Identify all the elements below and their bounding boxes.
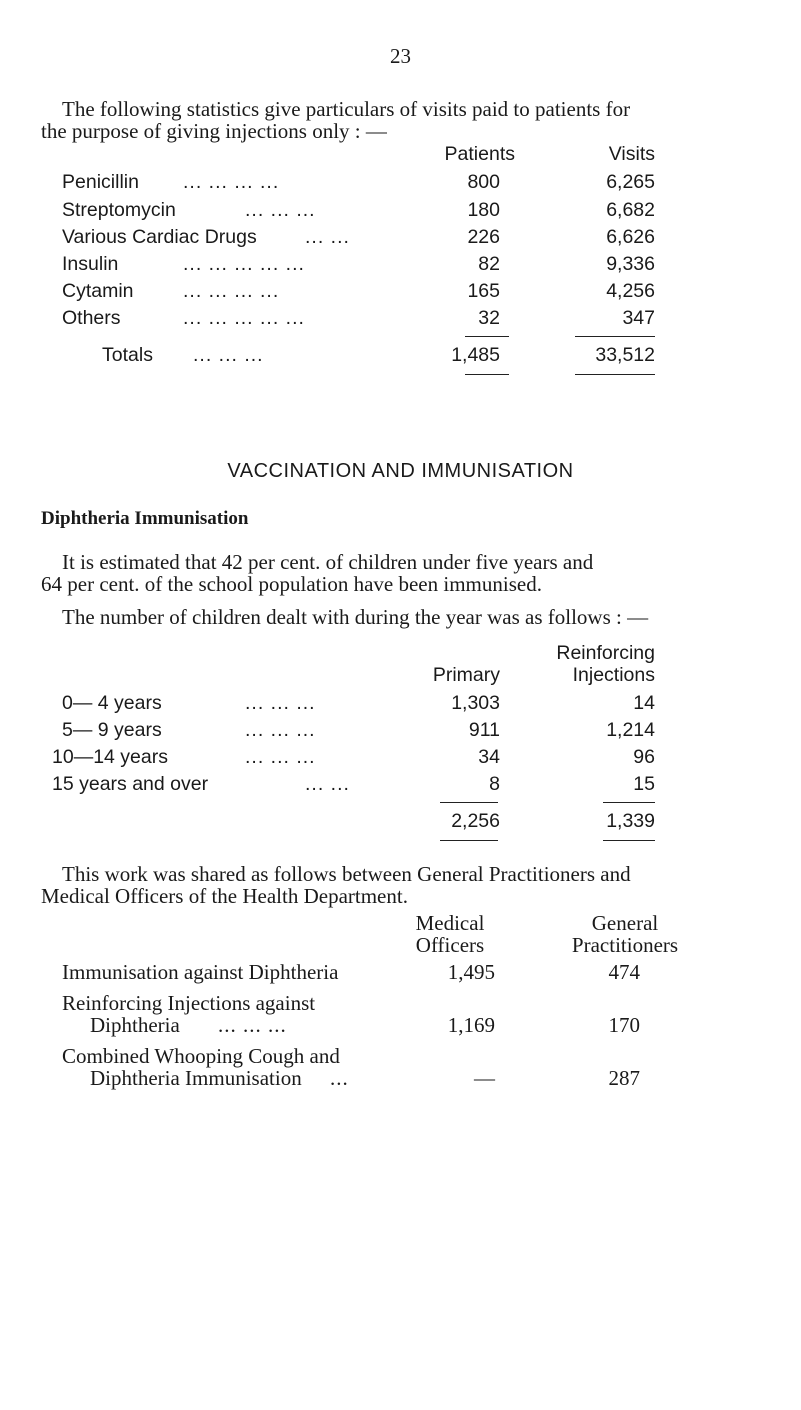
table-row-label: Penicillin: [62, 171, 139, 193]
table-row-label: 0— 4 years: [62, 692, 162, 714]
subtotal-rule: [603, 802, 655, 803]
table-row-label: Various Cardiac Drugs: [62, 226, 257, 248]
leader-dots: ... ... ...: [193, 344, 264, 366]
table-row-label: 15 years and over: [52, 773, 209, 795]
leader-dots: ... ... ...: [218, 1013, 287, 1037]
reinforcing-header-2: Injections: [572, 664, 655, 686]
patients-cell: 226: [467, 226, 500, 248]
subtotal-rule: [465, 336, 509, 337]
patients-cell: 32: [478, 307, 500, 329]
general-cell: 170: [608, 1013, 640, 1037]
section-title: VACCINATION AND IMMUNISATION: [227, 460, 574, 482]
para3-line-1: This work was shared as follows between General Practitioners and: [62, 862, 631, 886]
intro-line-2: the purpose of giving injections only : —: [41, 119, 387, 143]
table-row-label: Immunisation against Diphtheria: [62, 960, 339, 984]
visits-cell: 9,336: [606, 253, 655, 275]
general-header-1: General: [591, 911, 659, 935]
patients-header: Patients: [444, 143, 515, 165]
leader-dots: ... ...: [305, 773, 350, 795]
leader-dots: ... ... ...: [245, 199, 316, 221]
leader-dots: ... ... ...: [245, 719, 316, 741]
visits-cell: 6,682: [606, 199, 655, 221]
leader-dots: ... ... ...: [245, 746, 316, 768]
leader-dots: ... ... ... ... ...: [183, 253, 305, 275]
para1-line-1: It is estimated that 42 per cent. of children under five years and: [62, 550, 594, 574]
visits-cell: 347: [622, 307, 655, 329]
leader-dots: ...: [330, 1066, 349, 1090]
leader-dots: ... ... ... ...: [183, 171, 280, 193]
visits-cell: 6,626: [606, 226, 655, 248]
patients-cell: 180: [467, 199, 500, 221]
patients-cell: 165: [467, 280, 500, 302]
table-row-label-cont: Diphtheria Immunisation: [90, 1066, 302, 1090]
primary-total: 2,256: [451, 810, 500, 832]
para3-line-2: Medical Officers of the Health Department.: [41, 884, 408, 908]
para2: The number of children dealt with during the year was as follows : —: [62, 605, 649, 629]
medical-cell: —: [474, 1066, 495, 1090]
primary-cell: 911: [468, 719, 500, 741]
table-row-label: 10—14 years: [52, 746, 168, 768]
primary-header: Primary: [432, 664, 500, 686]
total-rule: [440, 840, 498, 841]
subtotal-rule: [575, 336, 655, 337]
leader-dots: ... ... ... ... ...: [183, 307, 305, 329]
primary-cell: 34: [478, 746, 500, 768]
reinforcing-cell: 15: [633, 773, 655, 795]
page-number: 23: [390, 44, 411, 68]
table-row-label: Reinforcing Injections against: [62, 991, 316, 1015]
primary-cell: 1,303: [451, 692, 500, 714]
table-row-label: Others: [62, 307, 121, 329]
general-cell: 474: [608, 960, 640, 984]
patients-total: 1,485: [451, 344, 500, 366]
reinforcing-cell: 14: [633, 692, 655, 714]
total-rule: [575, 374, 655, 375]
reinforcing-total: 1,339: [606, 810, 655, 832]
table-row-label: Insulin: [62, 253, 119, 275]
reinforcing-header-1: Reinforcing: [556, 642, 655, 664]
medical-header-2: Officers: [415, 933, 485, 957]
total-rule: [603, 840, 655, 841]
reinforcing-cell: 96: [633, 746, 655, 768]
visits-cell: 6,265: [606, 171, 655, 193]
visits-cell: 4,256: [606, 280, 655, 302]
intro-line-1: The following statistics give particulars of visits paid to patients for: [62, 97, 631, 121]
subtotal-rule: [440, 802, 498, 803]
table-row-label: Combined Whooping Cough and: [62, 1044, 340, 1068]
table-row-label: Streptomycin: [62, 199, 176, 221]
primary-cell: 8: [489, 773, 500, 795]
general-cell: 287: [608, 1066, 640, 1090]
patients-cell: 82: [478, 253, 500, 275]
table-row-label: Cytamin: [62, 280, 134, 302]
visits-header: Visits: [608, 143, 655, 165]
para1-line-2: 64 per cent. of the school population have been immunised.: [41, 572, 542, 596]
totals-label: Totals: [102, 344, 153, 366]
total-rule: [465, 374, 509, 375]
leader-dots: ... ...: [305, 226, 350, 248]
medical-header-1: Medical: [415, 911, 485, 935]
subsection-title: Diphtheria Immunisation: [41, 508, 249, 529]
table-row-label-cont: Diphtheria: [90, 1013, 180, 1037]
medical-cell: 1,169: [447, 1013, 495, 1037]
general-header-2: Practitioners: [571, 933, 679, 957]
reinforcing-cell: 1,214: [606, 719, 655, 741]
medical-cell: 1,495: [447, 960, 495, 984]
table-row-label: 5— 9 years: [62, 719, 162, 741]
leader-dots: ... ... ...: [245, 692, 316, 714]
patients-cell: 800: [467, 171, 500, 193]
leader-dots: ... ... ... ...: [183, 280, 280, 302]
visits-total: 33,512: [595, 344, 655, 366]
